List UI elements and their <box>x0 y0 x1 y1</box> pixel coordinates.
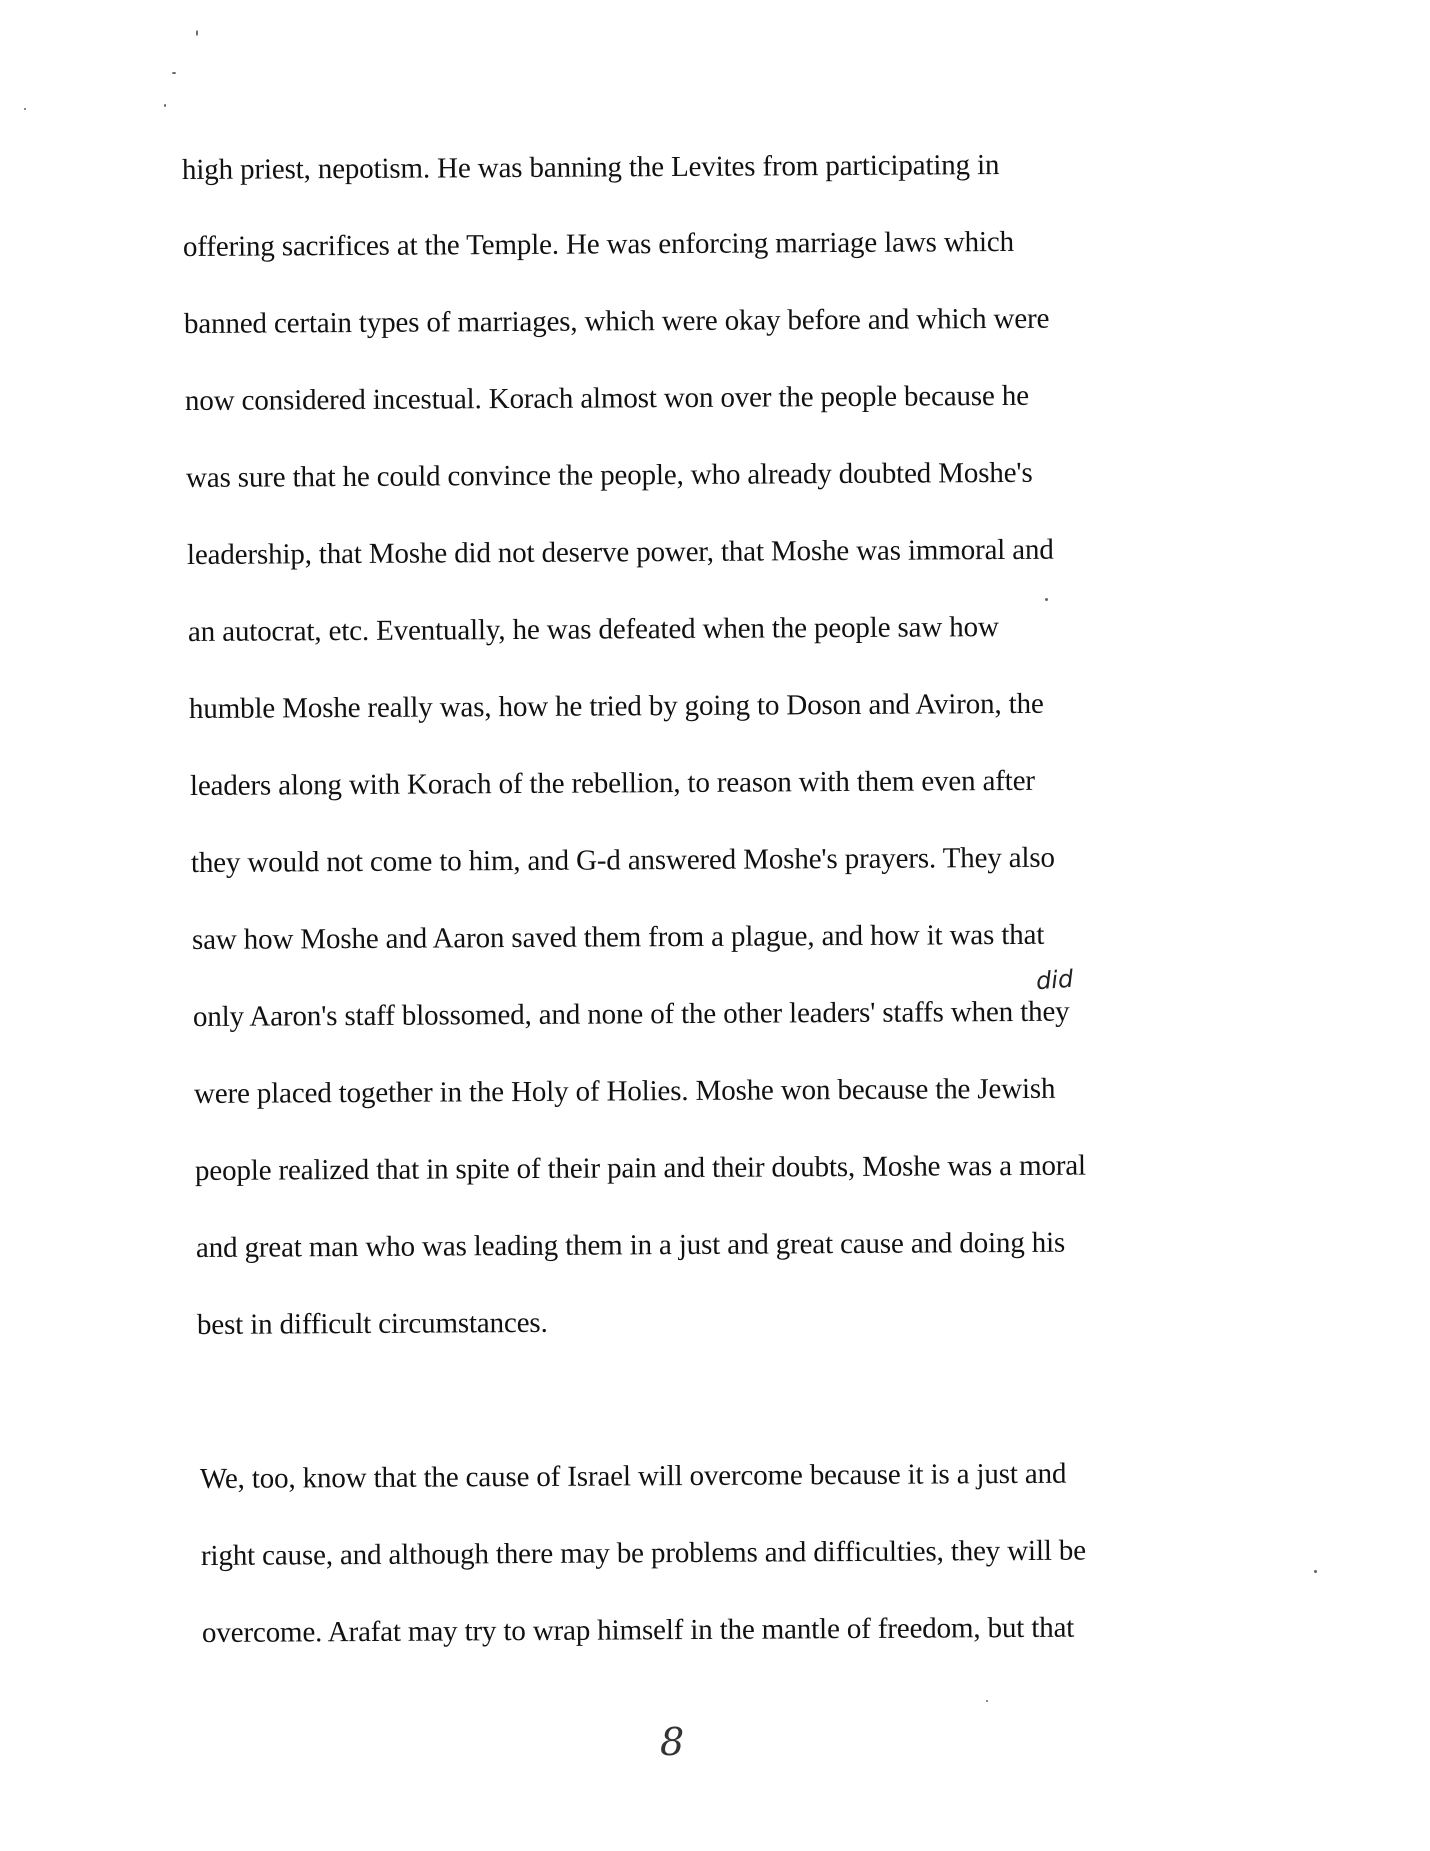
scan-speck <box>1045 598 1048 601</box>
scan-speck <box>164 104 166 107</box>
text-line: leadership, that Moshe did not deserve power, that Moshe was immoral and <box>186 533 1054 571</box>
text-line: people realized that in spite of their pain and their doubts, Moshe was a moral <box>194 1149 1087 1187</box>
scan-speck <box>172 72 176 74</box>
text-line: leaders along with Korach of the rebellion, to reason with them even after <box>189 764 1035 802</box>
text-line: offering sacrifices at the Temple. He was enforcing marriage laws which <box>182 225 1015 263</box>
text-line: was sure that he could convince the people, who already doubted Moshe's <box>185 456 1033 494</box>
text-line: overcome. Arafat may try to wrap himself in the mantle of freedom, but that <box>201 1611 1075 1649</box>
text-line: We, too, know that the cause of Israel will overcome because it is a just and <box>199 1457 1067 1495</box>
text-line: high priest, nepotism. He was banning the Levites from participating in <box>181 149 1000 186</box>
text-line: right cause, and although there may be problems and difficulties, they will be <box>200 1534 1087 1572</box>
text-line: humble Moshe really was, how he tried by going to Doson and Aviron, the <box>188 687 1044 725</box>
text-line: only Aaron's staff blossomed, and none of the other leaders' staffs when they <box>192 995 1070 1033</box>
text-line: and great man who was leading them in a just and great cause and doing his <box>195 1226 1066 1264</box>
scan-speck <box>196 30 198 36</box>
text-line: were placed together in the Holy of Holies. Moshe won because the Jewish <box>193 1072 1056 1110</box>
scan-speck <box>1314 1570 1317 1573</box>
text-line: an autocrat, etc. Eventually, he was defeated when the people saw how <box>187 611 999 648</box>
text-line: banned certain types of marriages, which were okay before and which were <box>183 302 1050 340</box>
text-line: saw how Moshe and Aaron saved them from a plague, and how it was that <box>191 918 1045 956</box>
scan-speck <box>986 1700 988 1702</box>
page-number: 8 <box>660 1720 685 1764</box>
text-line: now considered incestual. Korach almost won over the people because he <box>184 379 1029 417</box>
text-line: best in difficult circumstances. <box>196 1306 548 1341</box>
text-line: they would not come to him, and G-d answered Moshe's prayers. They also <box>190 841 1055 879</box>
scan-speck <box>24 108 26 110</box>
handwritten-insert: did <box>1035 964 1075 996</box>
